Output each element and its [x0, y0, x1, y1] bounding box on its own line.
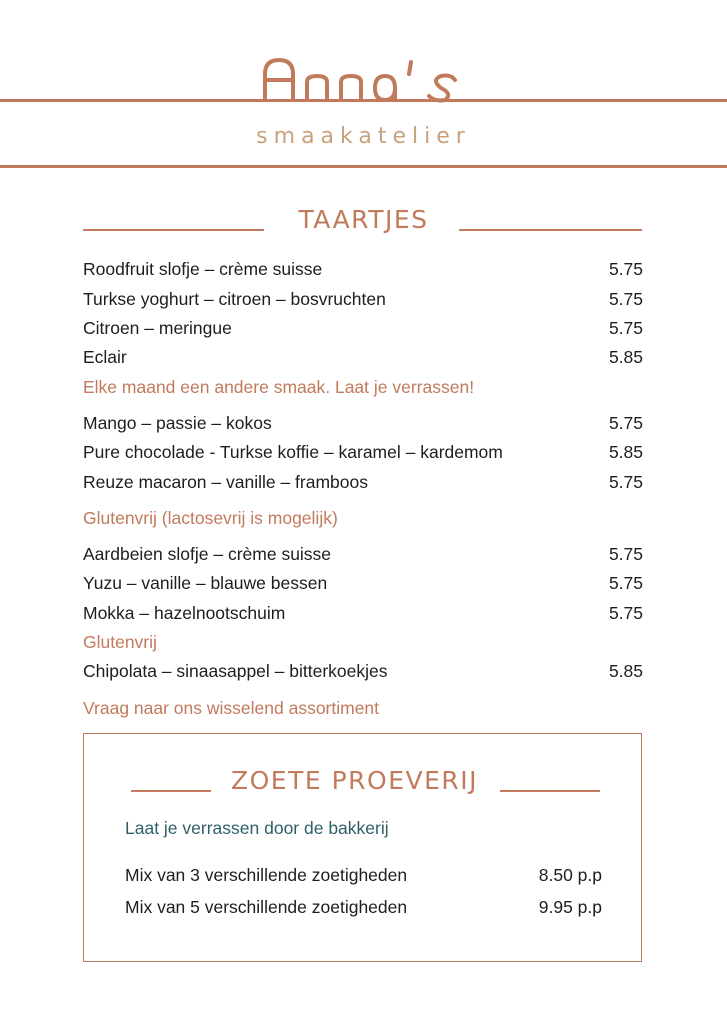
menu-item: Aardbeien slofje – crème suisse — [83, 544, 332, 564]
monthly-flavour-note: Elke maand een andere smaak. Laat je verrassen! — [83, 377, 475, 397]
proeverij-item: Mix van 3 verschillende zoetigheden — [125, 865, 408, 885]
taartjes-rule-right — [459, 229, 642, 231]
menu-item-price: 5.75 — [608, 318, 643, 338]
gluten-free-note: Glutenvrij — [83, 632, 157, 652]
proeverij-rule-left — [131, 790, 211, 792]
menu-item: Pure chocolade - Turkse koffie – karamel – kardemom — [83, 442, 503, 462]
menu-item: Reuze macaron – vanille – framboos — [83, 472, 369, 492]
gluten-free-note: Glutenvrij (lactosevrij is mogelijk) — [83, 508, 338, 528]
menu-item-price: 5.75 — [608, 259, 643, 279]
proeverij-item-price: 8.50 p.p — [538, 865, 602, 885]
menu-item: Eclair — [83, 347, 127, 367]
header-bottom-rule — [0, 165, 727, 168]
assortment-note: Vraag naar ons wisselend assortiment — [83, 698, 380, 718]
menu-item: Mango – passie – kokos — [83, 413, 272, 433]
menu-item-price: 5.75 — [608, 413, 643, 433]
menu-item-price: 5.85 — [608, 442, 643, 462]
menu-item-price: 5.75 — [608, 603, 643, 623]
brand-tagline: smaakatelier — [256, 124, 471, 149]
taartjes-rule-left — [83, 229, 264, 231]
menu-item-price: 5.75 — [608, 573, 643, 593]
menu-item-price: 5.75 — [608, 289, 643, 309]
menu-item: Chipolata – sinaasappel – bitterkoekjes — [83, 661, 388, 681]
proeverij-item-price: 9.95 p.p — [538, 897, 602, 917]
menu-item-price: 5.85 — [608, 347, 643, 367]
logo-anna-wordmark — [255, 52, 475, 108]
menu-item: Mokka – hazelnootschuim — [83, 603, 286, 623]
menu-item: Roodfruit slofje – crème suisse — [83, 259, 323, 279]
taartjes-title: TAARTJES — [298, 205, 429, 234]
menu-item: Citroen – meringue — [83, 318, 232, 338]
proeverij-title: ZOETE PROEVERIJ — [230, 766, 479, 795]
menu-item-price: 5.75 — [608, 544, 643, 564]
menu-item: Turkse yoghurt – citroen – bosvruchten — [83, 289, 386, 309]
menu-item-price: 5.85 — [608, 661, 643, 681]
proeverij-subtitle: Laat je verrassen door de bakkerij — [125, 818, 389, 838]
proeverij-item: Mix van 5 verschillende zoetigheden — [125, 897, 408, 917]
menu-item-price: 5.75 — [608, 472, 643, 492]
proeverij-rule-right — [500, 790, 600, 792]
menu-item: Yuzu – vanille – blauwe bessen — [83, 573, 328, 593]
